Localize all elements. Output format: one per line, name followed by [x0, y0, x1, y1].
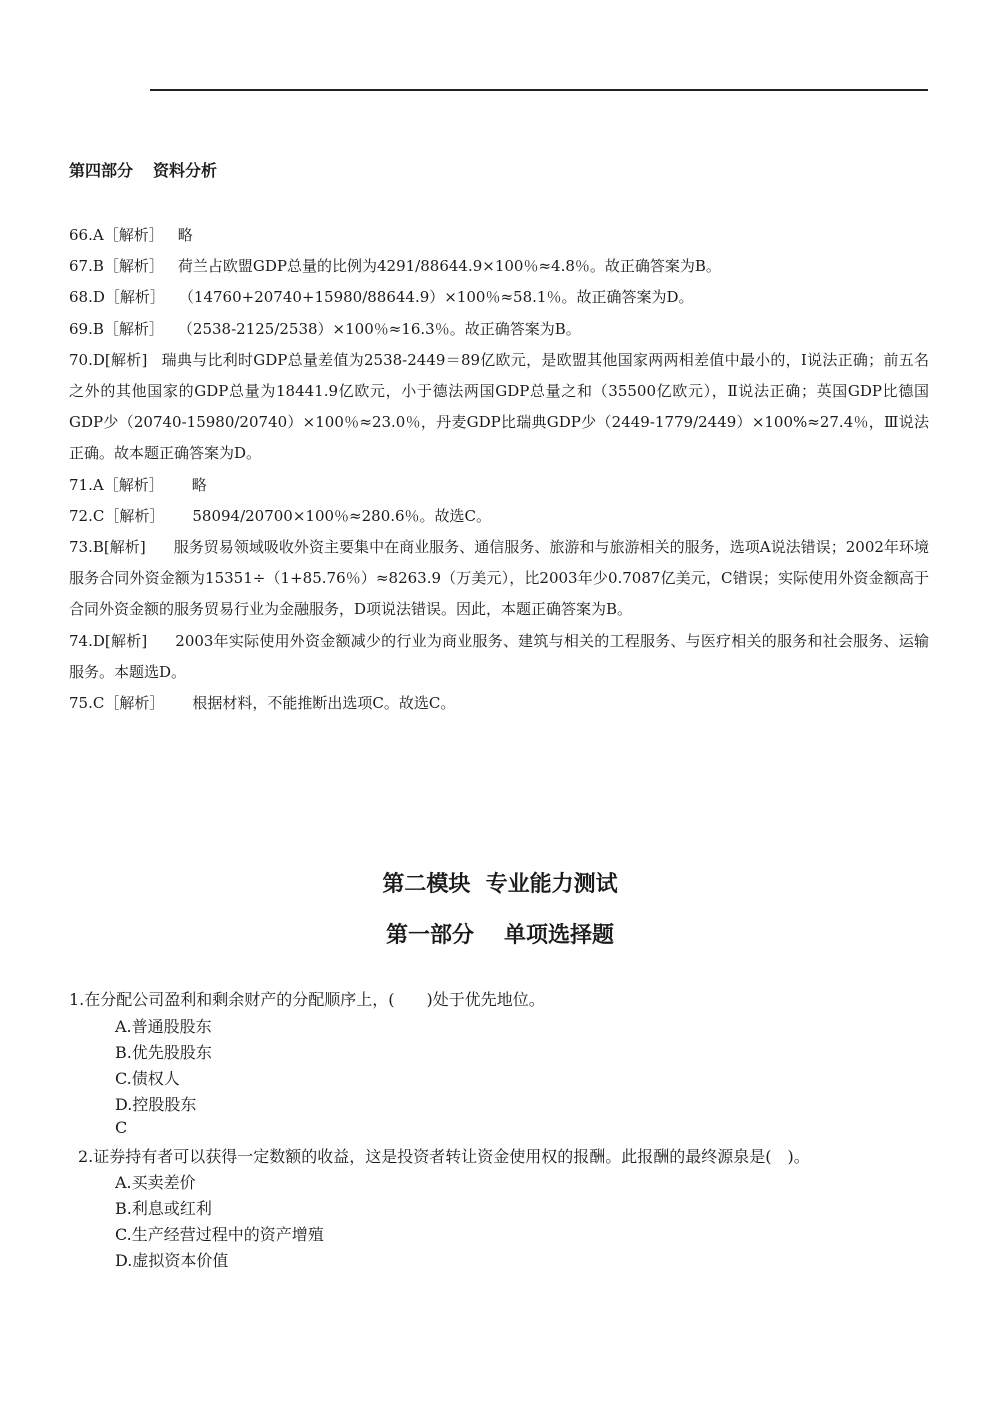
answer-list [69, 220, 929, 719]
answer-id: 66.A [69, 226, 104, 244]
answer-text: 荷兰占欧盟GDP总量的比例为4291/88644.9×100％≈4.8％。故正确答案为B。 [177, 257, 721, 276]
question-2-option-d: D.虚拟资本价值 [115, 1251, 229, 1270]
answer-text: 58094/20700×100％≈280.6％。故选C。 [192, 506, 492, 525]
answer-text: （14760+20740+15980/88644.9）×100％≈58.1％。故正确答案为D。 [178, 288, 694, 307]
answer-item-73 [69, 532, 929, 626]
answer-id: 71.A [69, 475, 104, 494]
answer-tag: [解析] [104, 350, 148, 369]
answer-id: 69.B [69, 319, 104, 338]
question-1-option-a: A.普通股股东 [115, 1017, 212, 1036]
answer-tag: ［解析］ [103, 257, 164, 276]
answer-item-66 [69, 220, 929, 251]
answer-tag: [解析] [104, 631, 148, 650]
answer-item-69 [69, 314, 929, 345]
answer-id: 75.C [69, 694, 105, 713]
answer-id: 70.D [69, 350, 105, 369]
answer-item-70 [69, 345, 929, 470]
question-1-option-b: B.优先股股东 [115, 1043, 212, 1062]
answer-id: 73.B [69, 538, 104, 557]
part-title [0, 918, 1000, 949]
answer-id: 67.B [69, 257, 104, 276]
answer-item-75 [69, 688, 929, 719]
answer-text: 服务贸易领域吸收外资主要集中在商业服务、通信服务、旅游和与旅游相关的服务，选项A说法错误；2002年环境服务合同外资金额为15351÷（1+85.76％）≈8263.9（万美元），比2003年少0.7087亿美元，C错误；实际使用外资金额高于合同外资金额的服务贸易行业为金融服务，D项说法错误。因此，本题正确答案为B。 [69, 538, 929, 619]
module-title: 第二模块 专业能力测试 [382, 872, 618, 897]
part-title-name: 单项选择题 [504, 923, 615, 948]
answer-tag: [解析] [103, 538, 146, 557]
answer-text: 略 [177, 226, 193, 244]
part-title-part: 第一部分 [385, 923, 474, 948]
answer-item-68 [69, 282, 929, 313]
section-title-part: 第四部分 [69, 161, 134, 180]
question-1-stem: 1.在分配公司盈利和剩余财产的分配顺序上，( )处于优先地位。 [69, 990, 545, 1009]
answer-text: （2538-2125/2538）×100％≈16.3％。故正确答案为B。 [177, 319, 581, 338]
question-1-option-c: C.债权人 [115, 1069, 180, 1088]
answer-tag: ［解析］ [103, 226, 164, 244]
answer-id: 68.D [69, 288, 105, 307]
question-2-option-b: B.利息或红利 [115, 1199, 212, 1218]
question-1-answer: C [115, 1118, 128, 1137]
section-title-name: 资料分析 [153, 161, 218, 180]
answer-text: 根据材料，不能推断出选项C。故选C。 [192, 694, 456, 713]
answer-tag: ［解析］ [104, 288, 165, 307]
answer-text: 瑞典与比利时GDP总量差值为2538-2449＝89亿欧元，是欧盟其他国家两两相差值中最小的，Ⅰ说法正确；前五名之外的其他国家的GDP总量为18441.9亿欧元，小于德法两国GDP总量之和（35500亿欧元），Ⅱ说法正确；英国GDP比德国GDP少（20740-15980/20740）×100％≈23.0％，丹麦GDP比瑞典GDP少（2449-1779/2449）×100%≈27.4％，Ⅲ说法正确。故本题正确答案为D。 [69, 350, 929, 463]
answer-tag: ［解析］ [104, 506, 165, 525]
answer-text: 2003年实际使用外资金额减少的行业为商业服务、建筑与相关的工程服务、与医疗相关的服务和社会服务、运输服务。本题选D。 [69, 631, 929, 681]
answer-tag: ［解析］ [104, 694, 165, 713]
answer-tag: ［解析］ [103, 319, 164, 338]
section-title [69, 158, 217, 181]
answer-item-74 [69, 626, 929, 688]
answer-id: 72.C [69, 506, 105, 525]
answer-item-72 [69, 501, 929, 532]
answer-item-71 [69, 470, 929, 501]
answer-id: 74.D [69, 631, 105, 650]
answer-item-67 [69, 251, 929, 282]
question-2-option-c: C.生产经营过程中的资产增殖 [115, 1225, 324, 1244]
answer-text: 略 [191, 475, 207, 494]
question-1-option-d: D.控股股东 [115, 1095, 197, 1114]
answer-tag: ［解析］ [103, 475, 164, 494]
header-rule [150, 89, 928, 91]
question-2-option-a: A.买卖差价 [115, 1173, 196, 1192]
question-2-stem: 2.证券持有者可以获得一定数额的收益，这是投资者转让资金使用权的报酬。此报酬的最终源泉是( )。 [78, 1147, 810, 1166]
